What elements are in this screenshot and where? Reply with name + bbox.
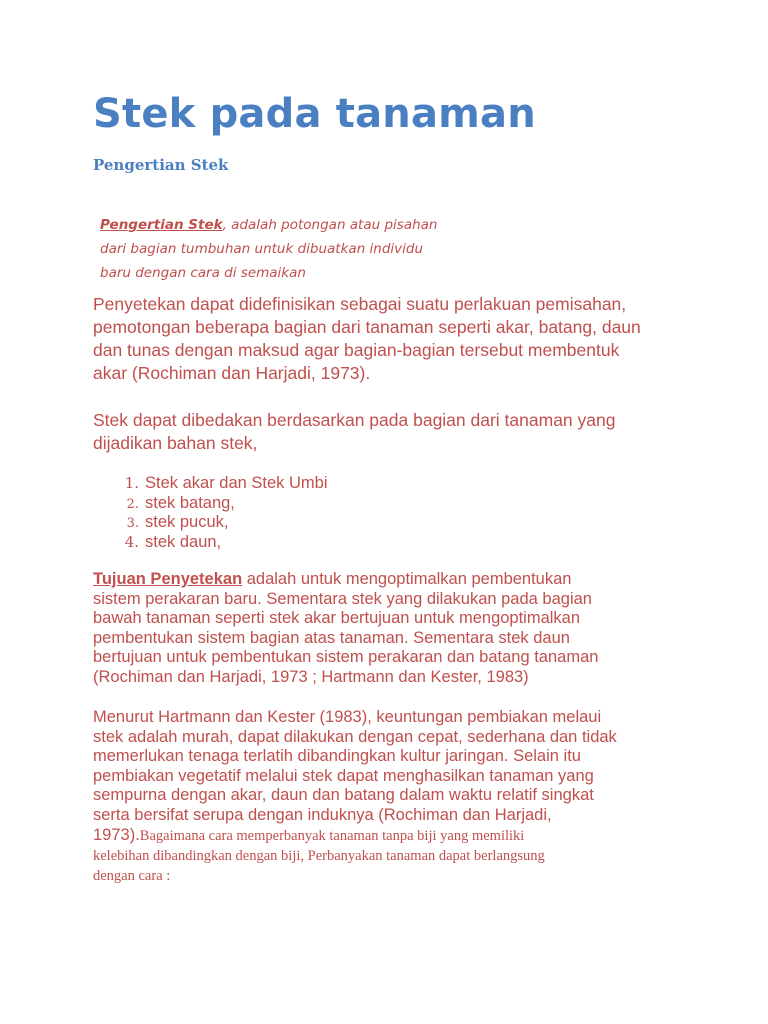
paragraph-line: pembiakan vegetatif melalui stek dapat menghasilkan tanaman yang <box>93 766 594 785</box>
paragraph-line <box>93 826 733 847</box>
paragraph-line: Stek dapat dibedakan berdasarkan pada bagian dari tanaman yang <box>93 410 616 430</box>
paragraph-line: pembentukan sistem bagian atas tanaman. Sementara stek daun <box>93 628 570 647</box>
purpose-term: Tujuan Penyetekan <box>93 570 243 588</box>
paragraph-line: dengan cara : <box>93 868 171 885</box>
list-item <box>93 474 693 494</box>
list-number: 4. <box>124 532 139 551</box>
paragraph-line: bawah tanaman seperti stek akar bertujuan untuk mengoptimalkan <box>93 609 581 628</box>
quote-line-3: baru dengan cara di semaikan <box>100 265 306 281</box>
section-heading: Pengertian Stek <box>93 156 229 174</box>
paragraph-line: dan tunas dengan maksud agar bagian-bagian tersebut membentuk <box>93 340 620 360</box>
list-number: 2. <box>126 496 139 512</box>
list-item-text: stek pucuk, <box>145 513 229 531</box>
list-item <box>93 533 693 553</box>
paragraph-line: Menurut Hartmann dan Kester (1983), keuntungan pembiakan melaui <box>93 708 602 726</box>
paragraph-line: kelebihan dibandingkan dengan biji, Perbanyakan tanaman dapat berlangsung <box>93 848 545 865</box>
paragraph-line: pemotongan beberapa bagian dari tanaman seperti akar, batang, daun <box>93 317 641 337</box>
paragraph-line: serta bersifat serupa dengan induknya (Rochiman dan Harjadi, <box>93 805 552 824</box>
paragraph-line: dijadikan bahan stek, <box>93 433 258 453</box>
paragraph-line: (Rochiman dan Harjadi, 1973 ; Hartmann dan Kester, 1983) <box>93 667 529 686</box>
quote-term: Pengertian Stek <box>100 217 223 233</box>
quote-line-1-text: , adalah potongan atau pisahan <box>222 217 438 233</box>
paragraph-line <box>93 570 733 590</box>
paragraph-line: bertujuan untuk pembentukan sistem perakaran dan batang tanaman <box>93 648 599 667</box>
paragraph-definition <box>93 293 733 385</box>
list-item-text: Stek akar dan Stek Umbi <box>145 474 328 492</box>
quote-line-1 <box>100 213 520 237</box>
citation-year: 1973). <box>93 825 140 844</box>
list-item <box>93 513 693 533</box>
paragraph-line: akar (Rochiman dan Harjadi, 1973). <box>93 363 371 383</box>
paragraph-line: sistem perakaran baru. Sementara stek yang dilakukan pada bagian <box>93 589 592 608</box>
paragraph-line: memerlukan tenaga terlatih dibandingkan kultur jaringan. Selain itu <box>93 747 581 766</box>
paragraph-line: sempurna dengan akar, daun dan batang dalam waktu relatif singkat <box>93 786 594 805</box>
list-item <box>93 494 693 514</box>
paragraph-line: stek adalah murah, dapat dilakukan dengan cepat, sederhana dan tidak <box>93 727 617 746</box>
list-item-text: stek batang, <box>145 493 235 512</box>
list-item-text: stek daun, <box>145 532 222 551</box>
document-title: Stek pada tanaman <box>93 91 536 137</box>
paragraph-types-intro <box>93 409 733 455</box>
quote-line-2: dari bagian tumbuhan untuk dibuatkan individu <box>100 241 424 257</box>
paragraph-line: Penyetekan dapat didefinisikan sebagai suatu perlakuan pemisahan, <box>93 294 627 314</box>
question-text: Bagaimana cara memperbanyak tanaman tanpa biji yang memiliki <box>139 827 525 844</box>
definition-quote <box>100 213 520 285</box>
paragraph-advantages <box>93 708 733 886</box>
purpose-line-1-text: adalah untuk mengoptimalkan pembentukan <box>242 570 572 588</box>
list-number: 3. <box>126 516 139 531</box>
list-number: 1. <box>124 474 139 492</box>
stek-types-list <box>93 474 693 552</box>
paragraph-purpose <box>93 570 733 688</box>
